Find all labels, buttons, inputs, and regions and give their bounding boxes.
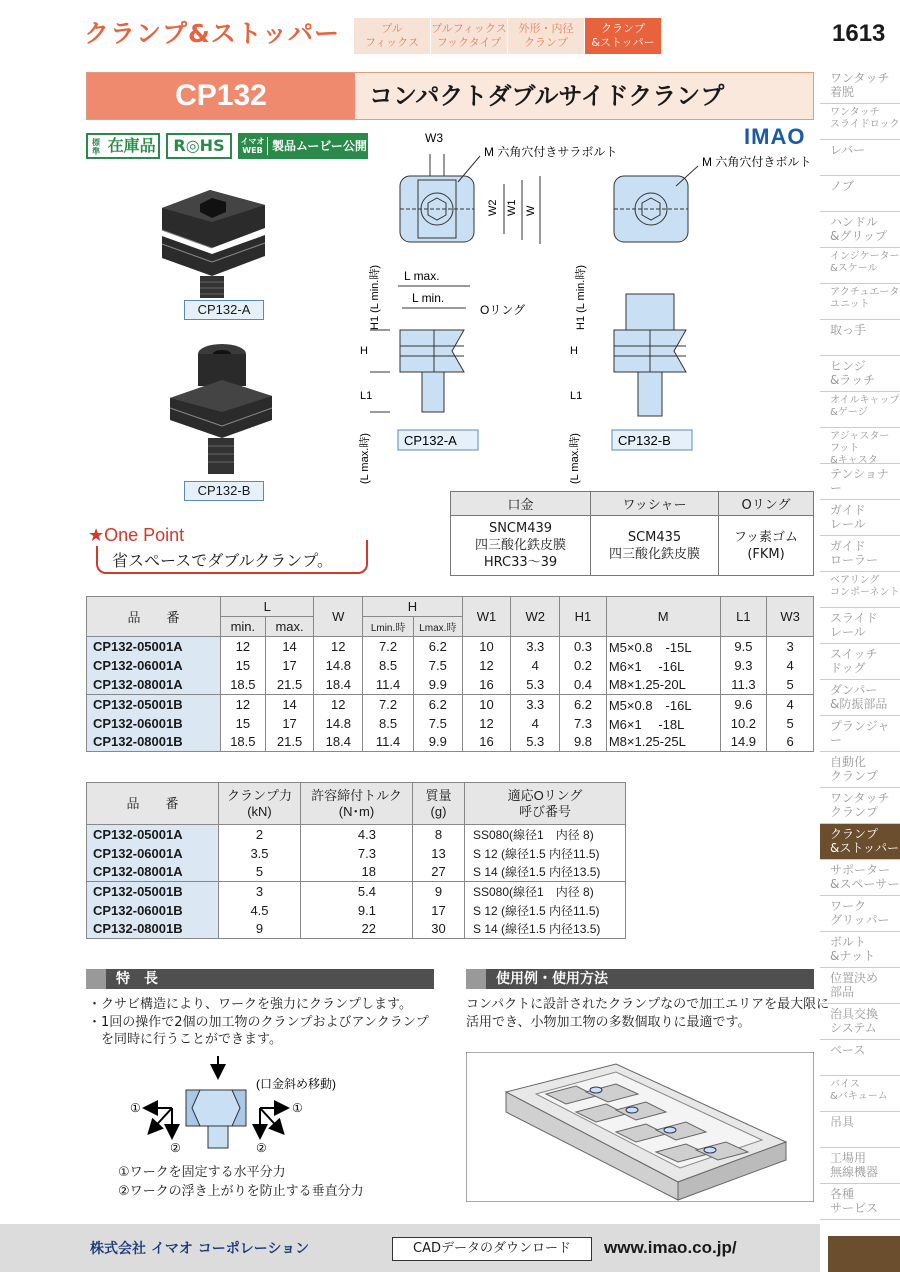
dim-lmax-time-a: (L max.時) [359,433,371,484]
product-photo-a [150,180,300,300]
dimension-cell: 0.2 [560,656,607,675]
sidebar-item[interactable]: ガイド レール [820,500,900,536]
force-cell: 17 [413,901,465,920]
nav-tab-pull-fix[interactable]: プル フィックス [354,18,431,54]
part-number: CP132-06001B [87,901,219,920]
legend-vertical: ②ワークの浮き上がりを防止する垂直分力 [118,1184,364,1199]
col-h-lmin: Lmin.時 [363,617,414,637]
dimension-cell: M6×1 -18L [606,714,720,733]
dimension-cell: 11.3 [720,675,767,694]
dimension-cell: 18.5 [221,733,266,752]
col2-oring: 適応Oリング 呼び番号 [465,783,626,825]
sidebar-item[interactable]: ヒンジ &ラッチ [820,356,900,392]
view-label-b: CP132-B [618,433,671,448]
dimension-cell: 5.3 [511,675,560,694]
marker-2-right: ② [256,1141,267,1155]
photo-b-label: CP132-B [184,481,264,501]
dimension-cell: 12 [221,637,266,657]
dimension-row [87,714,814,733]
part-number: CP132-08001B [87,920,219,939]
dimension-cell: 14 [265,694,314,714]
force-table [86,782,626,939]
product-name: コンパクトダブルサイドクランプ [355,73,813,119]
dimension-row [87,656,814,675]
col-code: 品 番 [87,597,221,637]
company-name: 株式会社 イマオ コーポレーション [90,1241,310,1257]
sidebar-item[interactable]: ハンドル &グリップ [820,212,900,248]
force-cell: 5.4 [301,882,413,901]
dimension-cell: 14.8 [314,714,363,733]
legend-horizontal: ①ワークを固定する水平分力 [118,1165,286,1180]
sidebar-item[interactable]: ガイド ローラー [820,536,900,572]
dimension-cell: 14.9 [720,733,767,752]
dimension-row [87,675,814,694]
usage-illustration [466,1052,814,1202]
force-cell: 18 [301,863,413,882]
force-cell: 4.5 [219,901,301,920]
force-cell: 30 [413,920,465,939]
col-w1: W1 [462,597,511,637]
force-diagram [120,1052,420,1162]
cad-download-button[interactable]: CADデータのダウンロード [392,1237,592,1261]
force-cell: 9 [219,920,301,939]
marker-2-left: ② [170,1141,181,1155]
category-nav [354,18,662,54]
dimension-cell: 10 [462,694,511,714]
col-l: L [221,597,314,617]
dimension-cell: 7.5 [413,714,462,733]
dim-w2: W2 [487,199,499,216]
dimension-cell: 6.2 [560,694,607,714]
dim-l1-b: L1 [570,390,583,402]
dimension-row [87,733,814,752]
dimension-cell: 9.6 [720,694,767,714]
dimension-cell: 8.5 [363,656,414,675]
part-number: CP132-08001A [87,675,221,694]
dimension-cell: 0.4 [560,675,607,694]
dimension-cell: 12 [462,656,511,675]
col-l-min: min. [221,617,266,637]
part-number: CP132-08001A [87,863,219,882]
sidebar-item[interactable]: アクチュエータ ユニット [820,284,900,320]
sidebar-item[interactable]: 自動化 クランプ [820,752,900,788]
dimension-cell: 3.3 [511,694,560,714]
force-cell: S 12 (線径1.5 内径11.5) [465,844,626,863]
part-number: CP132-05001A [87,637,221,657]
usage-line-1: コンパクトに設計されたクランプなので加工エリアを最大限に [466,997,830,1012]
force-row [87,901,626,920]
sidebar-item[interactable]: 治具交換 システム [820,1004,900,1040]
dimension-cell: 21.5 [265,733,314,752]
dimension-cell: 4 [767,694,814,714]
part-number: CP132-05001B [87,694,221,714]
dim-lmax: L max. [404,269,440,283]
nav-tab-outer-inner-clamp[interactable]: 外形・内径 クランプ [508,18,585,54]
force-cell: 8 [413,825,465,844]
dimension-cell: 0.3 [560,637,607,657]
stock-badge [86,133,160,159]
force-cell: S 12 (線径1.5 内径11.5) [465,901,626,920]
dim-h-a: H [360,345,368,357]
force-cell: S 14 (線径1.5 内径13.5) [465,920,626,939]
dimension-cell: 9.9 [413,733,462,752]
dimension-cell: 14 [265,637,314,657]
materials-header-washer: ワッシャー [591,492,719,516]
col-h-lmax: Lmax.時 [413,617,462,637]
sidebar-item[interactable]: ワンタッチ 着脱 [820,68,900,104]
dimension-cell: 12 [462,714,511,733]
feature-line-2: ・1回の操作で2個の加工物のクランプおよびアンクランプ [88,1015,429,1030]
dimension-cell: 5 [767,675,814,694]
force-cell: S 14 (線径1.5 内径13.5) [465,863,626,882]
force-cell: SS080(線径1 内径 8) [465,882,626,901]
bolt-b-callout: M 六角穴付きボルト [702,155,812,169]
dimension-cell: 7.3 [560,714,607,733]
page-number: 1613 [832,20,886,47]
sidebar-item[interactable]: ベアリング コンポーネント [820,572,900,608]
materials-cell-oring: フッ素ゴム (FKM) [719,516,814,576]
marker-1-left: ① [130,1101,141,1115]
sidebar-item[interactable]: テンショナー [820,464,900,500]
dimension-cell: 14.8 [314,656,363,675]
feature-line-1: ・クサビ構造により、ワークを強力にクランプします。 [88,997,412,1012]
dimension-cell: 11.4 [363,733,414,752]
sidebar-item[interactable]: ダンパー &防振部品 [820,680,900,716]
sidebar-item[interactable]: プランジャー [820,716,900,752]
sidebar-item[interactable]: 各種 サービス [820,1184,900,1220]
features-heading: 特 長 [86,969,434,989]
force-row [87,825,626,844]
sidebar-item[interactable]: ベース [820,1040,900,1076]
dimension-cell: 4 [511,656,560,675]
force-cell: 27 [413,863,465,882]
materials-table [450,491,814,576]
dimension-cell: 4 [511,714,560,733]
force-cell: 22 [301,920,413,939]
sidebar-end-bar [828,1236,900,1272]
dimension-cell: 9.5 [720,637,767,657]
force-cell: 13 [413,844,465,863]
dimension-cell: 10.2 [720,714,767,733]
force-cell: 5 [219,863,301,882]
one-point-title: ★One Point [88,525,188,546]
sidebar-item[interactable]: ワーク グリッパー [820,896,900,932]
model-number: CP132 [87,73,355,119]
dimension-cell: 3.3 [511,637,560,657]
oring-callout: Oリング [480,303,526,317]
force-cell: 9 [413,882,465,901]
dimension-cell: 7.2 [363,694,414,714]
materials-header-jaw: 口金 [451,492,591,516]
dimension-cell: 8.5 [363,714,414,733]
force-row [87,844,626,863]
dimension-cell: 18.4 [314,675,363,694]
dimension-cell: 17 [265,656,314,675]
force-row [87,920,626,939]
dimension-cell: M5×0.8 -15L [606,637,720,657]
dimension-cell: 18.5 [221,675,266,694]
sidebar-item[interactable]: ノブ [820,176,900,212]
dimension-cell: 7.5 [413,656,462,675]
nav-tab-pull-fix-hook[interactable]: プルフィックス フックタイプ [431,18,508,54]
photo-a-label: CP132-A [184,300,264,320]
dimension-cell: 9.3 [720,656,767,675]
col-w: W [314,597,363,637]
dimension-cell: 15 [221,656,266,675]
usage-heading: 使用例・使用方法 [466,969,814,989]
dimension-cell: 12 [314,637,363,657]
sidebar-item[interactable]: 工場用 無線機器 [820,1148,900,1184]
dimension-cell: 3 [767,637,814,657]
usage-line-2: 活用でき、小物加工物の多数個取りに最適です。 [466,1015,751,1030]
dim-h1-b: H1 (L min.時) [575,265,587,330]
movie-badge-small: イマオWEB [238,137,268,155]
sidebar-item[interactable]: ワンタッチ スライドロック [820,104,900,140]
website-link[interactable]: www.imao.co.jp/ [604,1238,737,1257]
stock-badge-small: 標準 [92,137,100,156]
dim-w3: W3 [425,131,443,145]
dimension-cell: 6 [767,733,814,752]
sidebar-item[interactable]: スイッチ ドッグ [820,644,900,680]
col-m: M [606,597,720,637]
part-number: CP132-06001A [87,844,219,863]
dimension-cell: 6.2 [413,694,462,714]
dimension-cell: M5×0.8 -16L [606,694,720,714]
sidebar-item[interactable]: レバー [820,140,900,176]
col-h: H [363,597,463,617]
col-l-max: max. [265,617,314,637]
part-number: CP132-06001B [87,714,221,733]
sidebar-item[interactable]: アジャスター フット &キャスタ [820,428,900,464]
dimension-cell: M6×1 -16L [606,656,720,675]
dim-h1-a: H1 (L min.時) [369,265,381,330]
nav-tab-clamp-stopper[interactable]: クランプ &ストッパー [585,18,662,54]
dim-w: W [525,205,537,216]
bolt-a-callout: M 六角穴付きサラボルト [484,145,618,159]
dimension-cell: 5.3 [511,733,560,752]
col2-code: 品 番 [87,783,219,825]
stock-badge-label: 在庫品 [107,136,156,155]
sidebar-item[interactable]: インジケーター &スケール [820,248,900,284]
col2-clamp-force: クランプ力 (kN) [219,783,301,825]
force-cell: 3 [219,882,301,901]
dimension-cell: M8×1.25-20L [606,675,720,694]
dim-w1: W1 [506,199,518,216]
sidebar-item[interactable]: サポーター &スペーサー [820,860,900,896]
dimension-row [87,637,814,657]
dimension-cell: 6.2 [413,637,462,657]
col-w3: W3 [767,597,814,637]
dimension-cell: 5 [767,714,814,733]
sidebar-item[interactable]: バイス &バキューム [820,1076,900,1112]
sidebar-item[interactable]: 取っ手 [820,320,900,356]
dimension-cell: 21.5 [265,675,314,694]
diagram-note: (口金斜め移動) [256,1077,336,1091]
dim-lmin: L min. [412,291,445,305]
col-h1: H1 [560,597,607,637]
dimension-cell: 9.9 [413,675,462,694]
force-cell: 2 [219,825,301,844]
sidebar-item[interactable]: スライド レール [820,608,900,644]
dimension-cell: 16 [462,675,511,694]
imao-logo: IMAO [744,124,806,149]
title-bar [86,72,814,120]
marker-1-right: ① [292,1101,303,1115]
dim-h-b: H [570,345,578,357]
force-row [87,863,626,882]
dimension-cell: 10 [462,637,511,657]
force-cell: 7.3 [301,844,413,863]
dimension-cell: 12 [221,694,266,714]
part-number: CP132-06001A [87,656,221,675]
product-photo-b [160,340,300,480]
dimension-cell: 17 [265,714,314,733]
feature-line-3: を同時に行うことができます。 [88,1032,282,1047]
sidebar-item[interactable]: オイルキャップ &ゲージ [820,392,900,428]
col2-mass: 質量 (g) [413,783,465,825]
force-cell: 4.3 [301,825,413,844]
dimension-cell: 12 [314,694,363,714]
sidebar-item[interactable]: ワンタッチ クランプ [820,788,900,824]
dimension-cell: M8×1.25-25L [606,733,720,752]
materials-cell-jaw: SNCM439 四三酸化鉄皮膜 HRC33〜39 [451,516,591,576]
sidebar-item[interactable]: クランプ &ストッパー [820,824,900,860]
sidebar-item[interactable]: 位置決め 部品 [820,968,900,1004]
dimension-cell: 18.4 [314,733,363,752]
category-sidebar [820,68,900,1220]
part-number: CP132-08001B [87,733,221,752]
dimension-cell: 7.2 [363,637,414,657]
rohs-badge: R◎HS [166,133,232,159]
dimension-row [87,694,814,714]
sidebar-item[interactable]: 吊具 [820,1112,900,1148]
technical-drawing [330,124,820,484]
dim-lmax-time-b: (L max.時) [569,433,581,484]
col-l1: L1 [720,597,767,637]
one-point-text: 省スペースでダブルクランプ。 [112,551,333,570]
dimension-cell: 15 [221,714,266,733]
sidebar-item[interactable]: ボルト &ナット [820,932,900,968]
dimension-cell: 4 [767,656,814,675]
part-number: CP132-05001A [87,825,219,844]
category-title: クランプ&ストッパー [84,19,341,48]
materials-header-oring: Oリング [719,492,814,516]
dim-l1-a: L1 [360,390,373,402]
movie-badge-label: 製品ムービー公開 [272,139,367,153]
dimension-cell: 16 [462,733,511,752]
part-number: CP132-05001B [87,882,219,901]
view-label-a: CP132-A [404,433,457,448]
force-cell: 3.5 [219,844,301,863]
force-cell: 9.1 [301,901,413,920]
force-cell: SS080(線径1 内径 8) [465,825,626,844]
col2-torque: 許容締付トルク (N･m) [301,783,413,825]
dimension-cell: 11.4 [363,675,414,694]
force-row [87,882,626,901]
materials-cell-washer: SCM435 四三酸化鉄皮膜 [591,516,719,576]
col-w2: W2 [511,597,560,637]
dimension-table [86,596,814,752]
dimension-cell: 9.8 [560,733,607,752]
